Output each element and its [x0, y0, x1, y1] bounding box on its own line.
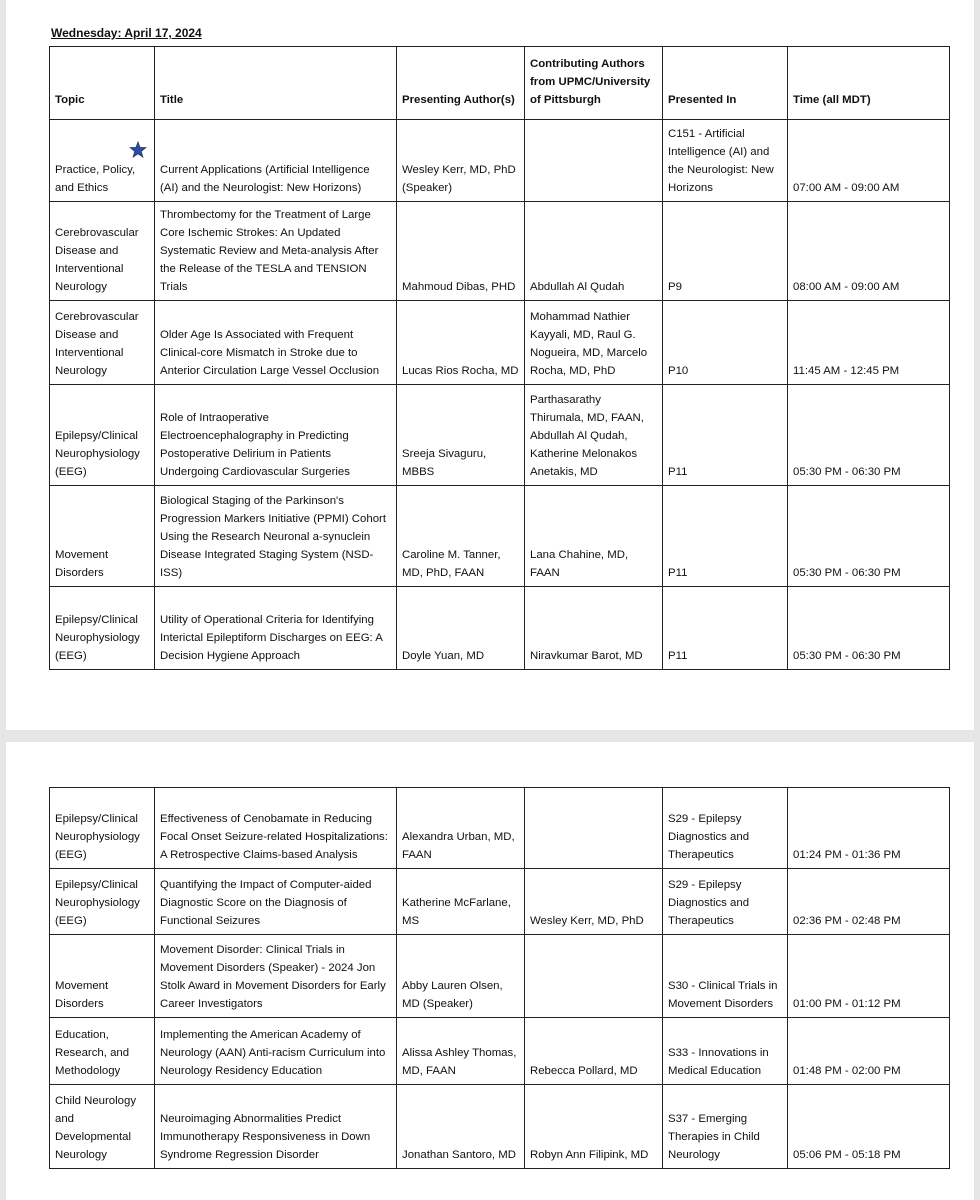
- cell-presented-in: S29 - Epilepsy Diagnostics and Therapeutics: [663, 869, 788, 935]
- table-row: [50, 1085, 950, 1169]
- cell-topic: Movement Disorders: [50, 486, 155, 587]
- cell-title: Role of Intraoperative Electroencephalography in Predicting Postoperative Delirium in Patients Undergoing Cardiovascular Surgeries: [155, 385, 397, 486]
- cell-title: Current Applications (Artificial Intelligence (AI) and the Neurologist: New Horizons): [155, 120, 397, 202]
- cell-topic: Cerebrovascular Disease and Interventional Neurology: [50, 202, 155, 301]
- cell-contributing-authors: Mohammad Nathier Kayyali, MD, Raul G. Nogueira, MD, Marcelo Rocha, MD, PhD: [525, 301, 663, 385]
- cell-topic: Epilepsy/Clinical Neurophysiology (EEG): [50, 385, 155, 486]
- cell-presented-in: S37 - Emerging Therapies in Child Neurology: [663, 1085, 788, 1169]
- cell-presenting-author: Doyle Yuan, MD: [397, 587, 525, 670]
- cell-contributing-authors: [525, 788, 663, 869]
- cell-presented-in: P11: [663, 385, 788, 486]
- table-row: [50, 869, 950, 935]
- column-header-contributing-authors: Contributing Authors from UPMC/University of Pittsburgh: [525, 47, 663, 120]
- cell-presenting-author: Abby Lauren Olsen, MD (Speaker): [397, 935, 525, 1018]
- cell-presented-in: P11: [663, 587, 788, 670]
- cell-presenting-author: Wesley Kerr, MD, PhD (Speaker): [397, 120, 525, 202]
- cell-topic: Cerebrovascular Disease and Interventional Neurology: [50, 301, 155, 385]
- cell-presented-in: P11: [663, 486, 788, 587]
- cell-presenting-author: Sreeja Sivaguru, MBBS: [397, 385, 525, 486]
- cell-presenting-author: Jonathan Santoro, MD: [397, 1085, 525, 1169]
- document-page-1: [6, 0, 974, 730]
- cell-time: 05:30 PM - 06:30 PM: [788, 486, 950, 587]
- cell-topic: Movement Disorders: [50, 935, 155, 1018]
- cell-presented-in: S33 - Innovations in Medical Education: [663, 1018, 788, 1085]
- cell-presented-in: S29 - Epilepsy Diagnostics and Therapeutics: [663, 788, 788, 869]
- cell-presented-in: P9: [663, 202, 788, 301]
- day-heading: Wednesday: April 17, 2024: [51, 26, 202, 40]
- cell-contributing-authors: Niravkumar Barot, MD: [525, 587, 663, 670]
- cell-time: 11:45 AM - 12:45 PM: [788, 301, 950, 385]
- cell-contributing-authors: [525, 120, 663, 202]
- cell-contributing-authors: Robyn Ann Filipink, MD: [525, 1085, 663, 1169]
- header-row: [50, 47, 950, 120]
- cell-topic: Epilepsy/Clinical Neurophysiology (EEG): [50, 587, 155, 670]
- cell-time: 02:36 PM - 02:48 PM: [788, 869, 950, 935]
- table-row: [50, 587, 950, 670]
- star-icon: [55, 139, 149, 161]
- table-row: [50, 202, 950, 301]
- topic-text: Practice, Policy, and Ethics: [55, 164, 136, 194]
- cell-presenting-author: Caroline M. Tanner, MD, PhD, FAAN: [397, 486, 525, 587]
- schedule-table-page-2: [49, 787, 950, 1169]
- cell-contributing-authors: Rebecca Pollard, MD: [525, 1018, 663, 1085]
- cell-time: 01:24 PM - 01:36 PM: [788, 788, 950, 869]
- cell-time: 01:00 PM - 01:12 PM: [788, 935, 950, 1018]
- cell-title: Older Age Is Associated with Frequent Clinical-core Mismatch in Stroke due to Anterior Circulation Large Vessel Occlusion: [155, 301, 397, 385]
- column-header-time: Time (all MDT): [788, 47, 950, 120]
- column-header-presenting-authors: Presenting Author(s): [397, 47, 525, 120]
- cell-contributing-authors: Lana Chahine, MD, FAAN: [525, 486, 663, 587]
- column-header-title: Title: [155, 47, 397, 120]
- cell-time: 01:48 PM - 02:00 PM: [788, 1018, 950, 1085]
- cell-time: 07:00 AM - 09:00 AM: [788, 120, 950, 202]
- table-row: [50, 486, 950, 587]
- cell-title: Movement Disorder: Clinical Trials in Movement Disorders (Speaker) - 2024 Jon Stolk Award in Movement Disorders for Early Career Investigators: [155, 935, 397, 1018]
- cell-contributing-authors: Abdullah Al Qudah: [525, 202, 663, 301]
- cell-title: Thrombectomy for the Treatment of Large Core Ischemic Strokes: An Updated Systematic Review and Meta-analysis After the Release of the TESLA and TENSION Trials: [155, 202, 397, 301]
- cell-title: Implementing the American Academy of Neurology (AAN) Anti-racism Curriculum into Neurology Residency Education: [155, 1018, 397, 1085]
- cell-presenting-author: Katherine McFarlane, MS: [397, 869, 525, 935]
- cell-time: 05:30 PM - 06:30 PM: [788, 385, 950, 486]
- table-row: [50, 935, 950, 1018]
- cell-title: Neuroimaging Abnormalities Predict Immunotherapy Responsiveness in Down Syndrome Regression Disorder: [155, 1085, 397, 1169]
- cell-title: Quantifying the Impact of Computer-aided Diagnostic Score on the Diagnosis of Functional Seizures: [155, 869, 397, 935]
- cell-contributing-authors: [525, 935, 663, 1018]
- table-row: [50, 301, 950, 385]
- cell-topic: Child Neurology and Developmental Neurology: [50, 1085, 155, 1169]
- cell-topic: [50, 120, 155, 202]
- cell-contributing-authors: Wesley Kerr, MD, PhD: [525, 869, 663, 935]
- cell-time: 05:30 PM - 06:30 PM: [788, 587, 950, 670]
- cell-title: Biological Staging of the Parkinson's Progression Markers Initiative (PPMI) Cohort Using the Research Neuronal a-synuclein Disease Integrated Staging System (NSD-ISS): [155, 486, 397, 587]
- cell-presenting-author: Alissa Ashley Thomas, MD, FAAN: [397, 1018, 525, 1085]
- schedule-table-page-1: [49, 46, 950, 670]
- column-header-topic: Topic: [50, 47, 155, 120]
- cell-presented-in: S30 - Clinical Trials in Movement Disorders: [663, 935, 788, 1018]
- cell-presented-in: P10: [663, 301, 788, 385]
- cell-presenting-author: Lucas Rios Rocha, MD: [397, 301, 525, 385]
- cell-presenting-author: Alexandra Urban, MD, FAAN: [397, 788, 525, 869]
- cell-presenting-author: Mahmoud Dibas, PHD: [397, 202, 525, 301]
- cell-contributing-authors: Parthasarathy Thirumala, MD, FAAN, Abdullah Al Qudah, Katherine Melonakos Anetakis, MD: [525, 385, 663, 486]
- table-row: [50, 385, 950, 486]
- cell-topic: Epilepsy/Clinical Neurophysiology (EEG): [50, 869, 155, 935]
- table-row: [50, 1018, 950, 1085]
- table-row: [50, 120, 950, 202]
- cell-presented-in: C151 - Artificial Intelligence (AI) and the Neurologist: New Horizons: [663, 120, 788, 202]
- column-header-presented-in: Presented In: [663, 47, 788, 120]
- cell-topic: Epilepsy/Clinical Neurophysiology (EEG): [50, 788, 155, 869]
- cell-time: 05:06 PM - 05:18 PM: [788, 1085, 950, 1169]
- cell-title: Effectiveness of Cenobamate in Reducing Focal Onset Seizure-related Hospitalizations: A Retrospective Claims-based Analysis: [155, 788, 397, 869]
- document-page-2: [6, 742, 974, 1200]
- cell-time: 08:00 AM - 09:00 AM: [788, 202, 950, 301]
- cell-topic: Education, Research, and Methodology: [50, 1018, 155, 1085]
- cell-title: Utility of Operational Criteria for Identifying Interictal Epileptiform Discharges on EEG: A Decision Hygiene Approach: [155, 587, 397, 670]
- table-row: [50, 788, 950, 869]
